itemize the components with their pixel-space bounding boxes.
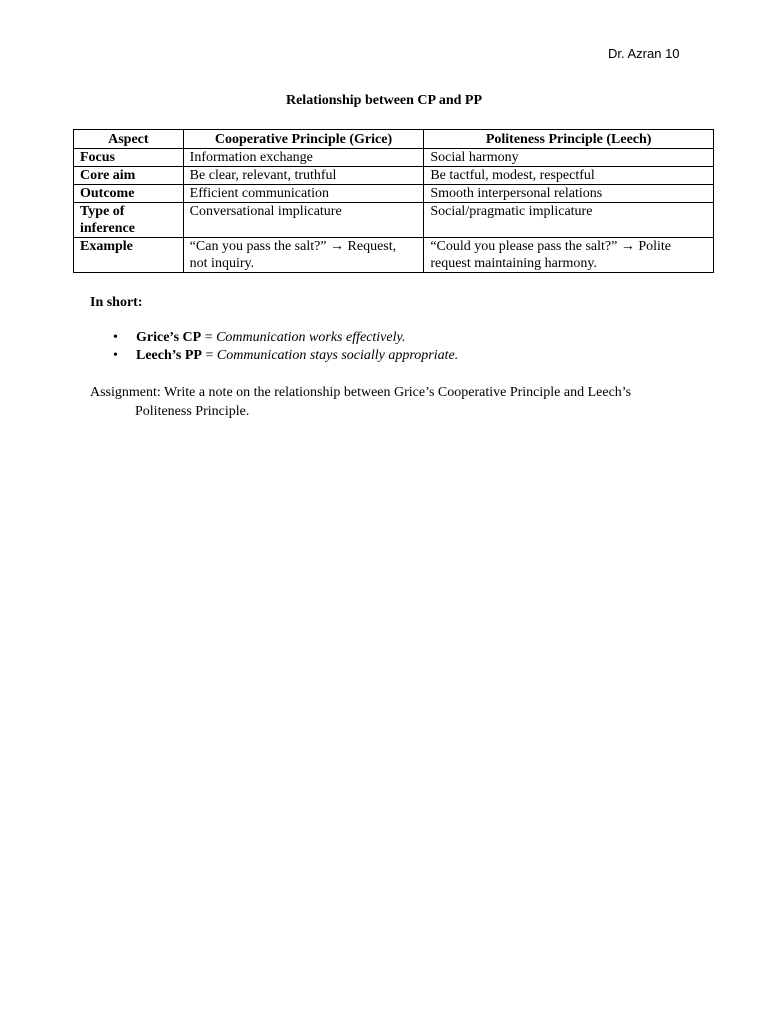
document-title: Relationship between CP and PP <box>285 93 482 108</box>
table-header-aspect: Aspect <box>74 130 184 149</box>
table-header-cp: Cooperative Principle (Grice) <box>183 130 424 149</box>
assignment-paragraph <box>90 383 710 421</box>
list-item <box>0 347 458 365</box>
table-cell-aspect: Core aim <box>74 167 184 185</box>
table-cell-cp: Be clear, relevant, truthful <box>183 167 424 185</box>
table-row <box>74 149 714 167</box>
page-header-author: Dr. Azran 10 <box>608 46 680 61</box>
table-cell-cp: Efficient communication <box>183 185 424 203</box>
summary-list <box>0 329 458 365</box>
table-cell-cp: “Can you pass the salt?” → Request, not inquiry. <box>183 238 424 273</box>
list-item <box>0 329 458 347</box>
summary-description: Communication stays socially appropriate. <box>216 348 459 363</box>
table-header-pp: Politeness Principle (Leech) <box>424 130 714 149</box>
table-cell-pp: Smooth interpersonal relations <box>424 185 714 203</box>
table-header-row <box>74 130 714 149</box>
summary-heading: In short: <box>90 295 143 310</box>
bullet-icon: • <box>113 348 118 363</box>
table-row <box>74 185 714 203</box>
assignment-line-2: Politeness Principle. <box>135 404 250 419</box>
table-cell-pp: Social harmony <box>424 149 714 167</box>
table-row <box>74 167 714 185</box>
table-cell-aspect: Outcome <box>74 185 184 203</box>
table-cell-aspect: Example <box>74 238 184 273</box>
table-cell-pp: Be tactful, modest, respectful <box>424 167 714 185</box>
table-row <box>74 203 714 238</box>
summary-separator: = <box>201 330 217 345</box>
comparison-table <box>73 129 714 273</box>
table-cell-cp: Conversational implicature <box>183 203 424 238</box>
table-cell-pp: Social/pragmatic implicature <box>424 203 714 238</box>
table-cell-pp: “Could you please pass the salt?” → Polite request maintaining harmony. <box>424 238 714 273</box>
table-cell-aspect: Type of inference <box>74 203 184 238</box>
assignment-line-1: Assignment: Write a note on the relationship between Grice’s Cooperative Principle and Leech’s <box>90 385 632 400</box>
summary-separator: = <box>201 348 217 363</box>
bullet-icon: • <box>113 330 118 345</box>
table-row <box>74 238 714 273</box>
summary-term: Leech’s PP <box>136 348 202 363</box>
table-cell-aspect: Focus <box>74 149 184 167</box>
summary-description: Communication works effectively. <box>216 330 406 345</box>
table-cell-cp: Information exchange <box>183 149 424 167</box>
summary-term: Grice’s CP <box>136 330 202 345</box>
